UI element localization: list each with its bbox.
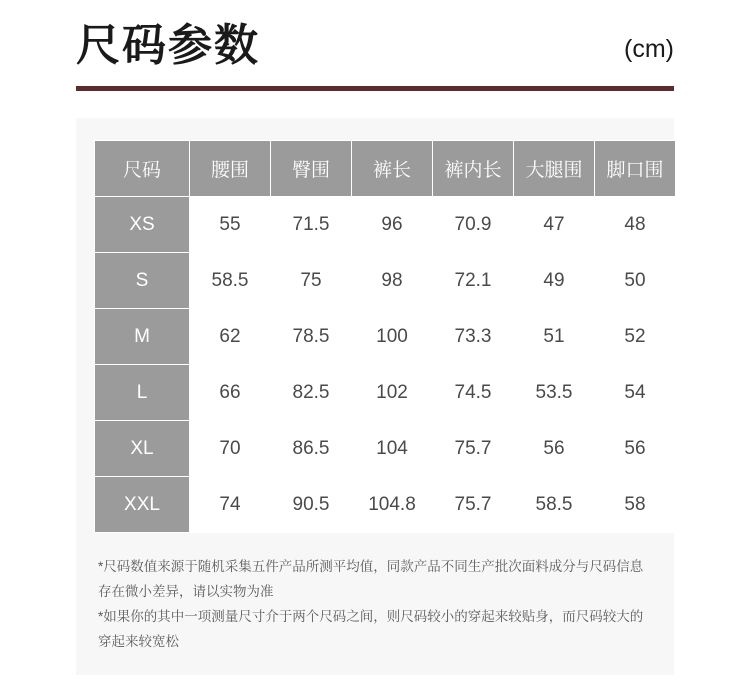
row-header-size: L — [95, 365, 190, 421]
column-header-inseam: 裤内长 — [433, 141, 514, 197]
cell-hip: 78.5 — [271, 309, 352, 365]
cell-thigh: 51 — [514, 309, 595, 365]
notes-block — [98, 555, 652, 655]
cell-pant-length: 100 — [352, 309, 433, 365]
cell-thigh: 56 — [514, 421, 595, 477]
cell-inseam: 70.9 — [433, 197, 514, 253]
cell-pant-length: 104 — [352, 421, 433, 477]
cell-thigh: 53.5 — [514, 365, 595, 421]
column-header-waist: 腰围 — [190, 141, 271, 197]
cell-waist: 62 — [190, 309, 271, 365]
cell-thigh: 49 — [514, 253, 595, 309]
column-header-thigh: 大腿围 — [514, 141, 595, 197]
note-measurement-disclaimer: *尺码数值来源于随机采集五件产品所测平均值，同款产品不同生产批次面料成分与尺码信息存在微小差异，请以实物为准 — [98, 559, 644, 600]
table-row — [95, 477, 676, 533]
table-body — [95, 197, 676, 533]
cell-waist: 55 — [190, 197, 271, 253]
cell-inseam: 75.7 — [433, 421, 514, 477]
unit-label: (cm) — [624, 35, 674, 64]
cell-waist: 66 — [190, 365, 271, 421]
table-row — [95, 309, 676, 365]
cell-hip: 82.5 — [271, 365, 352, 421]
size-table — [94, 140, 676, 533]
cell-leg-opening: 56 — [595, 421, 676, 477]
cell-thigh: 47 — [514, 197, 595, 253]
row-header-size: S — [95, 253, 190, 309]
row-header-size: XL — [95, 421, 190, 477]
cell-hip: 71.5 — [271, 197, 352, 253]
cell-pant-length: 104.8 — [352, 477, 433, 533]
page-header — [0, 0, 750, 70]
cell-leg-opening: 50 — [595, 253, 676, 309]
cell-thigh: 58.5 — [514, 477, 595, 533]
cell-inseam: 75.7 — [433, 477, 514, 533]
table-row — [95, 253, 676, 309]
cell-leg-opening: 54 — [595, 365, 676, 421]
cell-hip: 86.5 — [271, 421, 352, 477]
column-header-pant-length: 裤长 — [352, 141, 433, 197]
cell-inseam: 73.3 — [433, 309, 514, 365]
row-header-size: XXL — [95, 477, 190, 533]
cell-pant-length: 96 — [352, 197, 433, 253]
title-divider — [76, 86, 674, 91]
size-table-panel — [76, 118, 674, 675]
cell-waist: 70 — [190, 421, 271, 477]
cell-pant-length: 98 — [352, 253, 433, 309]
cell-pant-length: 102 — [352, 365, 433, 421]
column-header-leg-opening: 脚口围 — [595, 141, 676, 197]
column-header-hip: 臀围 — [271, 141, 352, 197]
cell-inseam: 72.1 — [433, 253, 514, 309]
cell-waist: 58.5 — [190, 253, 271, 309]
cell-leg-opening: 52 — [595, 309, 676, 365]
cell-leg-opening: 58 — [595, 477, 676, 533]
cell-inseam: 74.5 — [433, 365, 514, 421]
cell-leg-opening: 48 — [595, 197, 676, 253]
table-row — [95, 421, 676, 477]
column-header-size: 尺码 — [95, 141, 190, 197]
note-between-sizes: *如果你的其中一项测量尺寸介于两个尺码之间，则尺码较小的穿起来较贴身，而尺码较大的穿起来较宽松 — [98, 609, 644, 650]
table-header — [95, 141, 676, 197]
table-header-row — [95, 141, 676, 197]
cell-hip: 90.5 — [271, 477, 352, 533]
table-row — [95, 197, 676, 253]
row-header-size: XS — [95, 197, 190, 253]
row-header-size: M — [95, 309, 190, 365]
cell-hip: 75 — [271, 253, 352, 309]
table-row — [95, 365, 676, 421]
cell-waist: 74 — [190, 477, 271, 533]
page-title: 尺码参数 — [76, 21, 260, 70]
